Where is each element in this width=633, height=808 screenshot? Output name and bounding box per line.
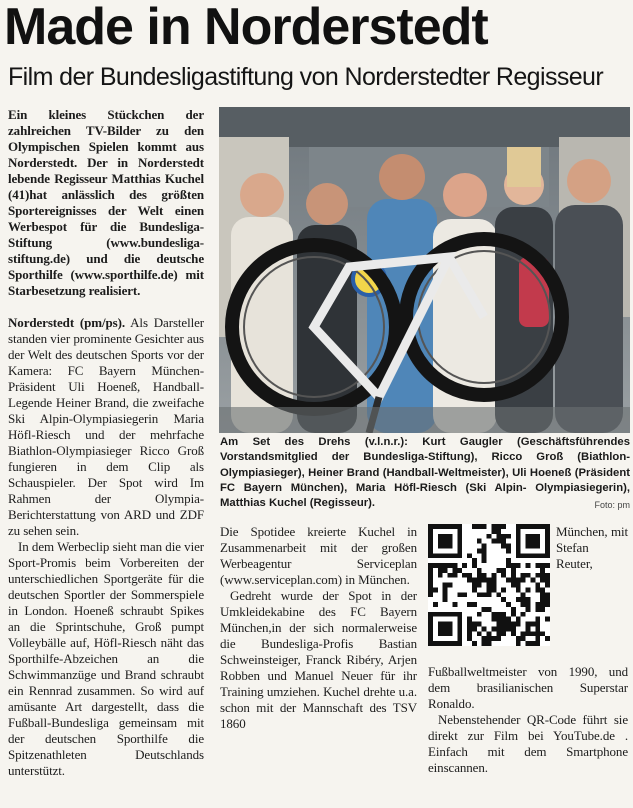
qr-code-block: [428, 524, 552, 664]
body-paragraph-2: In dem Werbeclip sieht man die vier Sport-Promis beim Vorbereiten der unterschiedlichen Sportgeräte für die deutschen Sportler der Sommerspiele in London. Hoeneß schraubt Spikes an die Sprintschuhe, Groß pumpt Volleybälle auf, Höfl-Riesch näht das Sporthilfe-Abzeichen an die Schwimmanzüge und Brand schraubt ein Rennrad zusammen. So wird auf amüsante Art dargestellt, dass die Fußball-Bundesliga gemeinsam mit der deutschen Sporthilfe die Spitzenathleten Deutschlands unterstützt.: [8, 539, 204, 778]
lead-paragraph: Ein kleines Stückchen der zahlreichen TV-Bilder zu den Olympischen Spielen kommt aus Norderstedt. Der in Norderstedt lebende Regisseur Matthias Kuchel (41)hat anlässlich des größten Sportereignisses der Welt einen Werbespot für die Bundesliga-Stiftung (www.bundesliga-stiftung.de) und die deutsche Sporthilfe (www.sporthilfe.de) mit Starbesetzung realisiert.: [8, 107, 204, 298]
body-paragraph-5: München, mit Stefan Reuter, Fußballweltmeister von 1990, und dem brasilianischen Superstar Ronaldo.: [428, 524, 628, 711]
photo-illustration: [219, 107, 630, 433]
middle-column: [220, 524, 417, 732]
article-photo: [219, 107, 630, 433]
photo-caption: [220, 435, 630, 513]
subheadline: Film der Bundesligastiftung von Norderstedter Regisseur: [8, 63, 604, 91]
body-paragraph-4: Gedreht wurde der Spot in der Umkleidekabine des FC Bayern München,in der sich normalerweise die Bundesliga-Profis Bastian Schweinsteiger, Franck Ribéry, Arjen Robben und Manuel Neuer für ihr Training umziehen. Kuchel drehte u.a. schon mit der Mannschaft des TSV 1860: [220, 588, 417, 731]
right-column: [428, 524, 628, 776]
photo-credit: Foto: pm: [594, 500, 630, 511]
headline: Made in Norderstedt: [4, 0, 488, 56]
qr-code-icon[interactable]: [428, 524, 550, 646]
body-paragraph-1: [8, 315, 204, 539]
dateline: Norderstedt (pm/ps).: [8, 315, 125, 330]
body-paragraph-6: Nebenstehender QR-Code führt sie direkt zur Film bei YouTube.de . Einfach mit dem Smartphone einscannen.: [428, 712, 628, 775]
caption-text: Am Set des Drehs (v.l.n.r.): Kurt Gaugler (Geschäftsführendes Vorstandsmitglied der Bundesliga-Stiftung), Ricco Groß (Biathlon-Olympiasieger), Heiner Brand (Handball-Weltmeister), Uli Hoeneß (Präsident FC Bayern München), Maria Höfl-Riesch (Ski Alpin- Olympiasiegerin), Matthias Kuchel (Regisseur).: [220, 436, 630, 510]
body-text-1: Als Darsteller standen vier prominente Gesichter aus der Welt des deutschen Sports vor der Kamera: FC Bayern München-Präsident Uli Hoeneß, Handball-Legende Heiner Brand, die zweifache Ski Alpin-Olympiasiegerin Maria Höfl-Riesch und der mehrfache Biathlon-Olympiasieger Ricco Groß fungieren in dem Clip als Schauspieler. Der Spot wird Im Rahmen der Olympia-Berichterstattung von ARD und ZDF zu sehen sein.: [8, 315, 205, 538]
left-column: [8, 107, 204, 779]
body-paragraph-3: Die Spotidee kreierte Kuchel in Zusammenarbeit mit der großen Werbeagentur Serviceplan (www.serviceplan.com) in München.: [220, 524, 417, 587]
